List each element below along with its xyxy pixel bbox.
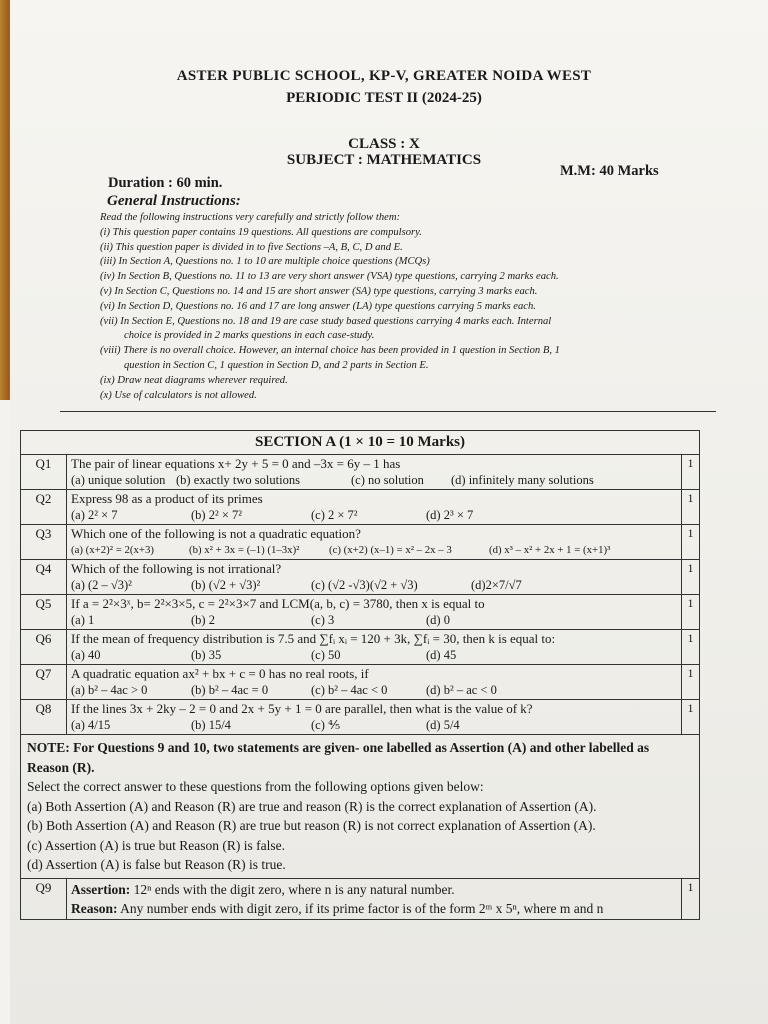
class-label: CLASS : X [348, 136, 420, 152]
max-marks-label: M.M: 40 Marks [560, 163, 659, 179]
instruction-line: (v) In Section C, Questions no. 14 and 15 are short answer (SA) type questions, carrying 3 marks each. [100, 285, 538, 297]
question-text: The pair of linear equations x+ 2y + 5 = 0 and –3x = 6y – 1 has [71, 456, 401, 471]
option: (d) infinitely many solutions [451, 473, 594, 487]
option: (d) b² – ac < 0 [426, 683, 497, 697]
instruction-line: (x) Use of calculators is not allowed. [100, 389, 257, 401]
instructions-list [100, 211, 700, 403]
marks: 1 [682, 700, 700, 735]
marks: 1 [682, 525, 700, 560]
option: (d)2×7/√7 [471, 578, 522, 592]
question-row [21, 490, 700, 525]
question-text: Which one of the following is not a quadratic equation? [71, 526, 361, 541]
option: (c) (x+2) (x–1) = x² – 2x – 3 [329, 544, 452, 556]
test-title: PERIODIC TEST II (2024-25) [286, 90, 482, 106]
question-text: If the lines 3x + 2ky – 2 = 0 and 2x + 5y + 1 = 0 are parallel, then what is the value of k? [71, 701, 533, 716]
marks: 1 [682, 665, 700, 700]
option: (d) x³ – x² + 2x + 1 = (x+1)³ [489, 544, 611, 556]
option: (a) (2 – √3)² [71, 578, 132, 592]
question-row [21, 455, 700, 490]
note-line: (a) Both Assertion (A) and Reason (R) are true and reason (R) is the correct explanation of Assertion (A). [27, 798, 597, 814]
question-row [21, 595, 700, 630]
instruction-line: choice is provided in 2 marks questions in each case-study. [124, 330, 375, 342]
note-line: (d) Assertion (A) is false but Reason (R) is true. [27, 857, 286, 872]
question-text: If the mean of frequency distribution is 7.5 and ∑fᵢ xᵢ = 120 + 3k, ∑fᵢ = 30, then k is equal to: [71, 631, 556, 646]
instruction-line: question in Section C, 1 question in Section D, and 2 parts in Section E. [124, 359, 429, 371]
note-heading: NOTE: For Questions 9 and 10, two statements are given- one labelled as Assertion (A) and other labelled as Reason (R). [27, 740, 650, 775]
section-a-title: SECTION A (1 × 10 = 10 Marks) [21, 431, 700, 455]
question-row [21, 560, 700, 595]
option: (c) 50 [311, 648, 341, 662]
marks: 1 [682, 455, 700, 490]
note-line: (b) Both Assertion (A) and Reason (R) are true but reason (R) is not correct explanation of Assertion (A). [27, 818, 596, 833]
option: (b) 2² × 7² [191, 508, 242, 522]
option: (d) 0 [426, 613, 450, 627]
option: (c) b² – 4ac < 0 [311, 683, 388, 697]
option: (a) 4/15 [71, 718, 111, 732]
duration-label: Duration : 60 min. [108, 175, 223, 191]
question-row [21, 630, 700, 665]
option: (b) x² + 3x = (–1) (1–3x)² [189, 544, 300, 556]
assertion-label: Assertion: [71, 881, 131, 897]
question-row [21, 700, 700, 735]
option: (b) b² – 4ac = 0 [191, 683, 269, 697]
divider-rule [60, 411, 716, 412]
marks: 1 [682, 560, 700, 595]
option: (b) 15/4 [191, 718, 231, 732]
question-number: Q5 [21, 595, 67, 630]
option: (b) 2 [191, 613, 215, 627]
instruction-line: (viii) There is no overall choice. However, an internal choice has been provided in 1 question in Section B, 1 [100, 345, 560, 357]
instructions-title: General Instructions: [107, 193, 241, 209]
option: (d) 5/4 [426, 718, 460, 732]
subject-label: SUBJECT : MATHEMATICS [286, 152, 482, 168]
reason-text: Any number ends with digit zero, if its prime factor is of the form 2ᵐ x 5ⁿ, where m and n [117, 900, 604, 916]
question-number: Q3 [21, 525, 67, 560]
question-number: Q1 [21, 455, 67, 490]
question-text: Which of the following is not irrational? [71, 561, 282, 576]
option: (a) b² – 4ac > 0 [71, 683, 148, 697]
marks: 1 [682, 630, 700, 665]
question-number: Q9 [21, 878, 67, 919]
question-number: Q8 [21, 700, 67, 735]
question-row [21, 878, 700, 919]
instruction-line: (iii) In Section A, Questions no. 1 to 10 are multiple choice questions (MCQs) [100, 256, 430, 268]
note-line: (c) Assertion (A) is true but Reason (R) is false. [27, 837, 285, 853]
question-number: Q4 [21, 560, 67, 595]
assertion-text: 12ⁿ ends with the digit zero, where n is any natural number. [130, 881, 455, 897]
instruction-line: (vii) In Section E, Questions no. 18 and 19 are case study based questions carrying 4 marks each. Internal [100, 315, 552, 327]
option: (c) ⅘ [311, 718, 341, 732]
question-number: Q7 [21, 665, 67, 700]
question-row [21, 665, 700, 700]
section-a-table [20, 430, 700, 920]
option: (c) no solution [351, 473, 424, 487]
option: (c) 2 × 7² [311, 508, 358, 522]
option: (d) 2³ × 7 [426, 508, 474, 522]
option: (c) 3 [311, 613, 335, 627]
option: (b) exactly two solutions [176, 473, 300, 487]
option: (a) 1 [71, 613, 95, 627]
instruction-line: (ix) Draw neat diagrams wherever required. [100, 374, 288, 386]
instruction-line: Read the following instructions very carefully and strictly follow them: [100, 212, 401, 223]
option: (b) 35 [191, 648, 222, 662]
instruction-line: (i) This question paper contains 19 questions. All questions are compulsory. [100, 226, 422, 238]
reason-label: Reason: [71, 900, 118, 916]
note-line: Select the correct answer to these questions from the following options given below: [27, 779, 484, 794]
question-text: Express 98 as a product of its primes [71, 491, 263, 506]
option: (a) 40 [71, 648, 101, 662]
question-number: Q6 [21, 630, 67, 665]
instruction-line: (ii) This question paper is divided in to five Sections –A, B, C, D and E. [100, 241, 403, 253]
instruction-line: (iv) In Section B, Questions no. 11 to 13 are very short answer (VSA) type questions, carrying 2 marks each. [100, 271, 559, 283]
option: (a) unique solution [71, 473, 166, 487]
marks: 1 [682, 878, 700, 919]
question-number: Q2 [21, 490, 67, 525]
instruction-line: (vi) In Section D, Questions no. 16 and 17 are long answer (LA) type questions carrying 5 marks each. [100, 300, 536, 312]
option: (c) (√2 -√3)(√2 + √3) [311, 578, 418, 592]
question-text: If a = 2²×3ˣ, b= 2²×3×5, c = 2²×3×7 and LCM(a, b, c) = 3780, then x is equal to [71, 596, 485, 611]
option: (a) (x+2)² = 2(x+3) [71, 544, 154, 556]
marks: 1 [682, 490, 700, 525]
option: (d) 45 [426, 648, 457, 662]
school-name: ASTER PUBLIC SCHOOL, KP-V, GREATER NOIDA WEST [176, 68, 592, 84]
option: (b) (√2 + √3)² [191, 578, 261, 592]
question-text: A quadratic equation ax² + bx + c = 0 has no real roots, if [71, 666, 369, 681]
question-row [21, 525, 700, 560]
assertion-reason-note [21, 735, 700, 879]
option: (a) 2² × 7 [71, 508, 118, 522]
marks: 1 [682, 595, 700, 630]
